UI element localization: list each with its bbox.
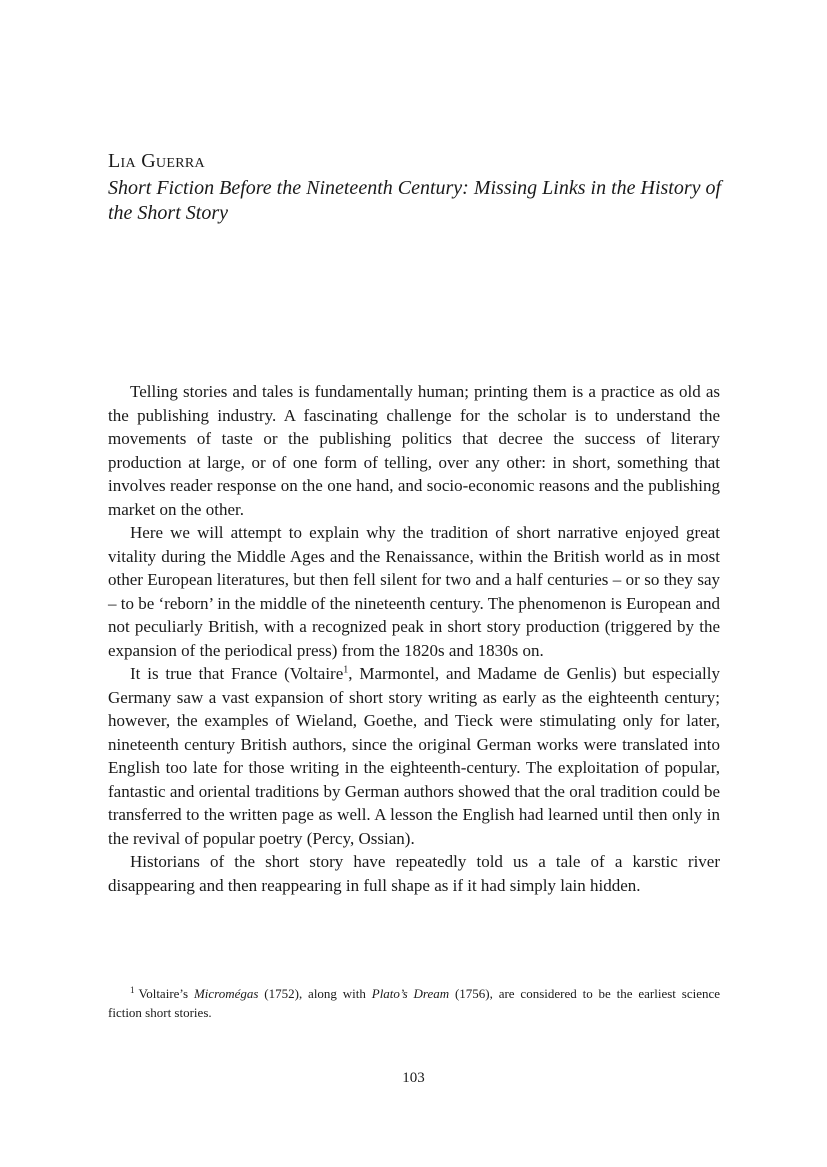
paragraph-3-end: , Marmontel, and Madame de Genlis) but especially Germany saw a vast expansion of short story writing as early as the eighteenth century; however, the examples of Wieland, Goethe, and Tieck were stimulating only for later, nineteenth century British authors, since the original German works were translated into English too late for those writing in the eighteenth-century. The exploitation of popular, fantastic and oriental traditions by German authors showed that the oral tradition could be transferred to the written page as well. A lesson the English had learned until then only in the revival of popular poetry (Percy, Ossian). bbox=[108, 664, 720, 848]
footnote-work-1: Micromégas bbox=[193, 986, 259, 1001]
paragraph-3-start: It is true that France (Voltaire bbox=[130, 664, 344, 683]
footnote-text-b: (1752), along with bbox=[258, 986, 372, 1001]
page-number: 103 bbox=[402, 1070, 425, 1086]
footnote-number: 1 bbox=[130, 984, 135, 995]
footnote-reference[interactable]: 1 bbox=[343, 664, 349, 676]
article-title: Short Fiction Before the Nineteenth Century: Missing Links in the History of the Short Story bbox=[108, 177, 722, 224]
paragraph-3 bbox=[108, 662, 720, 850]
footnote bbox=[108, 984, 720, 1022]
footnote-text-c: (1756), are considered to be the earliest science fiction short stories. bbox=[108, 986, 721, 1020]
paragraph-2: Here we will attempt to explain why the tradition of short narrative enjoyed great vitality during the Middle Ages and the Renaissance, within the British world as in most other European literatures, but then fell silent for two and a half centuries – or so they say – to be ‘reborn’ in the middle of the nineteenth century. The phenomenon is European and not peculiarly British, with a recognized peak in short story production (triggered by the expansion of the periodical press) from the 1820s and 1830s on. bbox=[108, 523, 720, 660]
footnote-work-2: Plato’s Dream bbox=[371, 986, 450, 1001]
body-text bbox=[108, 380, 720, 897]
paragraph-1: Telling stories and tales is fundamentally human; printing them is a practice as old as the publishing industry. A fascinating challenge for the scholar is to understand the movements of taste or the publishing politics that decree the success of literary production at large, or of one form of telling, over any other: in short, something that involves reader response on the one hand, and socio-economic reasons and the publishing market on the other. bbox=[108, 382, 720, 519]
footnote-text-a: Voltaire’s bbox=[138, 986, 194, 1001]
paragraph-4: Historians of the short story have repeatedly told us a tale of a karstic river disappearing and then reappearing in full shape as if it had simply lain hidden. bbox=[108, 852, 720, 895]
author-name: Lia Guerra bbox=[108, 150, 205, 172]
